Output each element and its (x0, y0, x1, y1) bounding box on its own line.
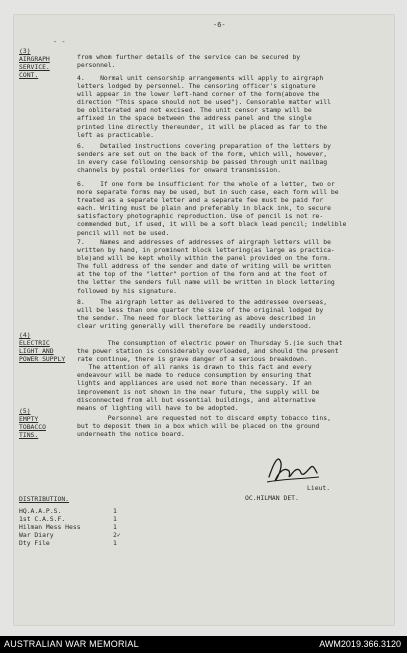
distribution-title: DISTRIBUTION. (19, 495, 70, 503)
distribution-row: 1st C.A.S.F. (19, 515, 66, 523)
distribution-count: 1 (113, 539, 117, 547)
distribution-row: Hilman Mess Hess (19, 523, 81, 531)
section-5-label-4: TINS. (19, 431, 39, 439)
archive-footer (0, 636, 407, 653)
distribution-row: War Diary (19, 531, 54, 539)
distribution-row: Dty File (19, 539, 50, 547)
footer-institution: AUSTRALIAN WAR MEMORIAL (4, 639, 139, 649)
section-4-text: The consumption of electric power on Thursday 5.(ie such that the power station is considerably overloaded, and should the present rate continue, there is grave danger of a serious breakdown. The attention of all ranks is drawn to this fact and every endeavour will be made to reduce consumption by ensuring that lights and appliances are used not more than necessary. If an improvement is not shown in the near future, the supply will be disconnected from all but essential buildings, and alternative means of lighting will have to be adopted. (77, 339, 343, 412)
section-3-paragraph-8: 8. The airgraph letter as delivered to the addressee overseas, will be less than one quarter the size of the original lodged by the sender. The need for block lettering as above described in clear writing generally will therefore be readily understood. (77, 298, 328, 331)
signoff-unit: OC.HILMAN DET. (245, 494, 299, 502)
section-5-text: Personnel are requested not to discard empty tobacco tins, but to deposit them in a box which will be placed on the ground underneath the notice board. (77, 414, 331, 439)
section-3-paragraph-6b: 6. If one form be insufficient for the whole of a letter, two or more separate forms may be used, but in such case, each form will be treated as a separate letter and a separate fee must be paid for each. Writing must be plain and preferably in black ink, to secure satisfactory photographic reproduction. Use of pencil is not re- commended but, if used, it will be a soft black lead pencil; indelible pencil will not be used. (77, 180, 347, 237)
section-5-label-3: TOBACCO (19, 423, 46, 431)
section-4-label-1: (4) (19, 331, 31, 339)
section-3-label (19, 47, 50, 79)
distribution-count: 1 (113, 515, 117, 523)
section-3-label-2: AIRGRAPH (19, 55, 50, 63)
section-4-label-3: LIGHT AND (19, 347, 54, 355)
section-3-paragraph-6a: 6. Detailed instructions covering preparation of the letters by senders are set out on the back of the form, which will, however, in every case following censorship be passed through unit mailbag channels by postal orderlies for onward transmission. (77, 142, 331, 175)
section-4-label-2: ELECTRIC (19, 339, 50, 347)
section-3-paragraph-7: 7. Names and addresses of addresses of airgraph letters will be written by hand, in prominent block lettering(as large as practica- ble)and will be kept wholly within the panel provided on the form. The full address of the sender and date of writing will be written at the top of the "letter" portion of the form and at the foot of the letter the senders full name will be written in block lettering followed by his signature. (77, 238, 335, 295)
section-4-label (19, 331, 65, 363)
footer-accession-number: AWM2019.366.3120 (319, 639, 401, 649)
signoff-rank: Lieut. (307, 484, 331, 492)
page-number: -6- (213, 21, 226, 29)
section-4-label-4: POWER SUPPLY (19, 355, 66, 363)
section-3-paragraph-4: 4. Normal unit censorship arrangements will apply to airgraph letters lodged by personnel. The censoring officer's signature will appear in the lower left-hand corner of the form(above the direction "This space should not be used"). Censorable matter will be obliterated and not excised. The unit censor stamp will be affixed in the space between the address panel and the single printed line directly thereunder, it will be placed as far to the left as practicable. (77, 74, 331, 139)
section-3-label-4: CONT. (19, 71, 39, 79)
section-3-label-3: SERVICE. (19, 63, 50, 71)
stray-mark: - - (53, 38, 66, 46)
distribution-count: 1 (113, 507, 117, 515)
section-3-label-1: (3) (19, 47, 31, 55)
distribution-count: 1 (113, 523, 117, 531)
signature-image (265, 449, 323, 489)
distribution-count: 2✓ (113, 531, 121, 539)
document-page (13, 14, 395, 626)
section-5-label-2: EMPTY (19, 415, 39, 423)
section-3-intro: from whom further details of the service can be secured by personnel. (77, 53, 301, 70)
section-5-label (19, 407, 46, 439)
distribution-row: HQ.A.A.P.S. (19, 507, 62, 515)
section-5-label-1: (5) (19, 407, 31, 415)
